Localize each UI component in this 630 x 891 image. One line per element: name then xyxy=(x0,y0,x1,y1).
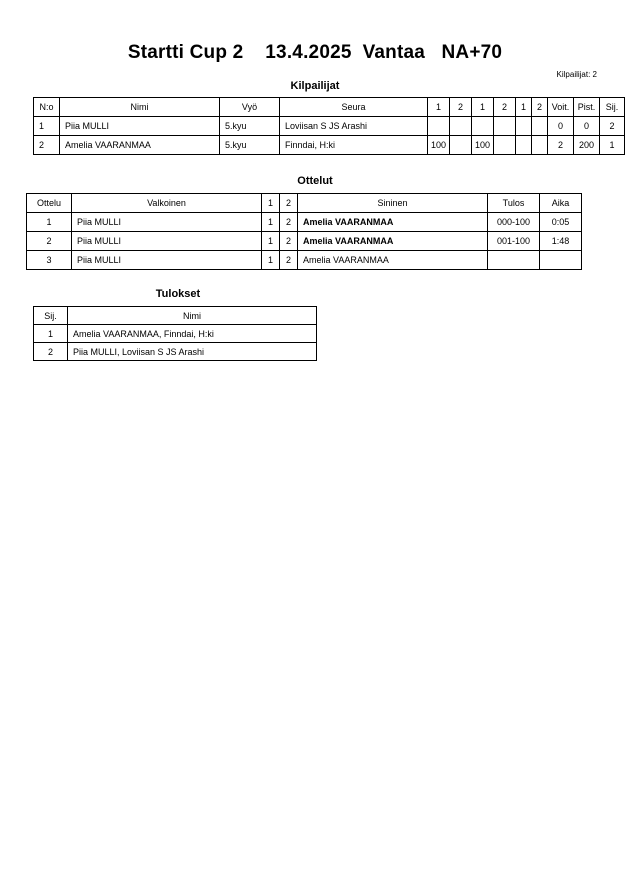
cell-no: 2 xyxy=(34,136,60,155)
cell-name: Piia MULLI xyxy=(60,117,220,136)
col-score-5: 1 xyxy=(516,98,532,117)
cell-score-6 xyxy=(532,136,548,155)
cell-num-2: 2 xyxy=(280,232,298,251)
col-points: Pist. xyxy=(574,98,600,117)
cell-blue: Amelia VAARANMAA xyxy=(298,232,488,251)
cell-match: 1 xyxy=(27,213,72,232)
cell-score-3 xyxy=(472,117,494,136)
cell-blue: Amelia VAARANMAA xyxy=(298,213,488,232)
col-result: Tulos xyxy=(488,194,540,213)
cell-result xyxy=(488,251,540,270)
cell-score-3: 100 xyxy=(472,136,494,155)
matches-table xyxy=(26,193,582,270)
cell-belt: 5.kyu xyxy=(220,117,280,136)
cell-num-2: 2 xyxy=(280,251,298,270)
col-score-3: 1 xyxy=(472,98,494,117)
table-header-row xyxy=(34,98,625,117)
col-time: Aika xyxy=(540,194,582,213)
table-row xyxy=(34,136,625,155)
cell-name: Amelia VAARANMAA, Finndai, H:ki xyxy=(68,325,317,343)
cell-score-5 xyxy=(516,136,532,155)
col-wins: Voit. xyxy=(548,98,574,117)
cell-result: 001-100 xyxy=(488,232,540,251)
col-score-4: 2 xyxy=(494,98,516,117)
table-row xyxy=(27,251,582,270)
table-row xyxy=(34,117,625,136)
col-belt: Vyö xyxy=(220,98,280,117)
cell-wins: 2 xyxy=(548,136,574,155)
section-heading-matches: Ottelut xyxy=(297,175,333,187)
cell-result: 000-100 xyxy=(488,213,540,232)
cell-wins: 0 xyxy=(548,117,574,136)
cell-points: 200 xyxy=(574,136,600,155)
col-name: Nimi xyxy=(68,307,317,325)
col-club: Seura xyxy=(280,98,428,117)
cell-name: Amelia VAARANMAA xyxy=(60,136,220,155)
col-blue: Sininen xyxy=(298,194,488,213)
cell-time: 1:48 xyxy=(540,232,582,251)
cell-score-4 xyxy=(494,136,516,155)
results-table xyxy=(33,306,317,361)
cell-name: Piia MULLI, Loviisan S JS Arashi xyxy=(68,343,317,361)
cell-belt: 5.kyu xyxy=(220,136,280,155)
col-white: Valkoinen xyxy=(72,194,262,213)
table-header-row xyxy=(27,194,582,213)
cell-score-1 xyxy=(428,117,450,136)
table-row xyxy=(27,232,582,251)
cell-time: 0:05 xyxy=(540,213,582,232)
cell-rank: 2 xyxy=(34,343,68,361)
col-num-2: 2 xyxy=(280,194,298,213)
col-rank: Sij. xyxy=(34,307,68,325)
cell-score-1: 100 xyxy=(428,136,450,155)
cell-num-1: 1 xyxy=(262,251,280,270)
col-name: Nimi xyxy=(60,98,220,117)
cell-num-1: 1 xyxy=(262,213,280,232)
col-num-1: 1 xyxy=(262,194,280,213)
cell-num-1: 1 xyxy=(262,232,280,251)
cell-score-2 xyxy=(450,136,472,155)
cell-match: 2 xyxy=(27,232,72,251)
table-header-row xyxy=(34,307,317,325)
table-row xyxy=(27,213,582,232)
page-title: Startti Cup 2 13.4.2025 Vantaa NA+70 xyxy=(127,42,503,63)
cell-score-5 xyxy=(516,117,532,136)
cell-num-2: 2 xyxy=(280,213,298,232)
cell-rank: 2 xyxy=(600,117,625,136)
cell-white: Piia MULLI xyxy=(72,232,262,251)
cell-time xyxy=(540,251,582,270)
cell-white: Piia MULLI xyxy=(72,213,262,232)
cell-match: 3 xyxy=(27,251,72,270)
col-score-2: 2 xyxy=(450,98,472,117)
cell-score-2 xyxy=(450,117,472,136)
competitor-count: Kilpailijat: 2 xyxy=(556,70,597,79)
cell-white: Piia MULLI xyxy=(72,251,262,270)
cell-points: 0 xyxy=(574,117,600,136)
col-match: Ottelu xyxy=(27,194,72,213)
col-no: N:o xyxy=(34,98,60,117)
cell-no: 1 xyxy=(34,117,60,136)
col-score-6: 2 xyxy=(532,98,548,117)
section-heading-competitors: Kilpailijat xyxy=(290,80,340,92)
section-heading-results: Tulokset xyxy=(155,288,201,300)
competitors-table xyxy=(33,97,625,155)
table-row xyxy=(34,343,317,361)
col-score-1: 1 xyxy=(428,98,450,117)
cell-rank: 1 xyxy=(600,136,625,155)
cell-club: Loviisan S JS Arashi xyxy=(280,117,428,136)
col-rank: Sij. xyxy=(600,98,625,117)
cell-score-4 xyxy=(494,117,516,136)
cell-blue: Amelia VAARANMAA xyxy=(298,251,488,270)
cell-score-6 xyxy=(532,117,548,136)
table-row xyxy=(34,325,317,343)
cell-rank: 1 xyxy=(34,325,68,343)
cell-club: Finndai, H:ki xyxy=(280,136,428,155)
